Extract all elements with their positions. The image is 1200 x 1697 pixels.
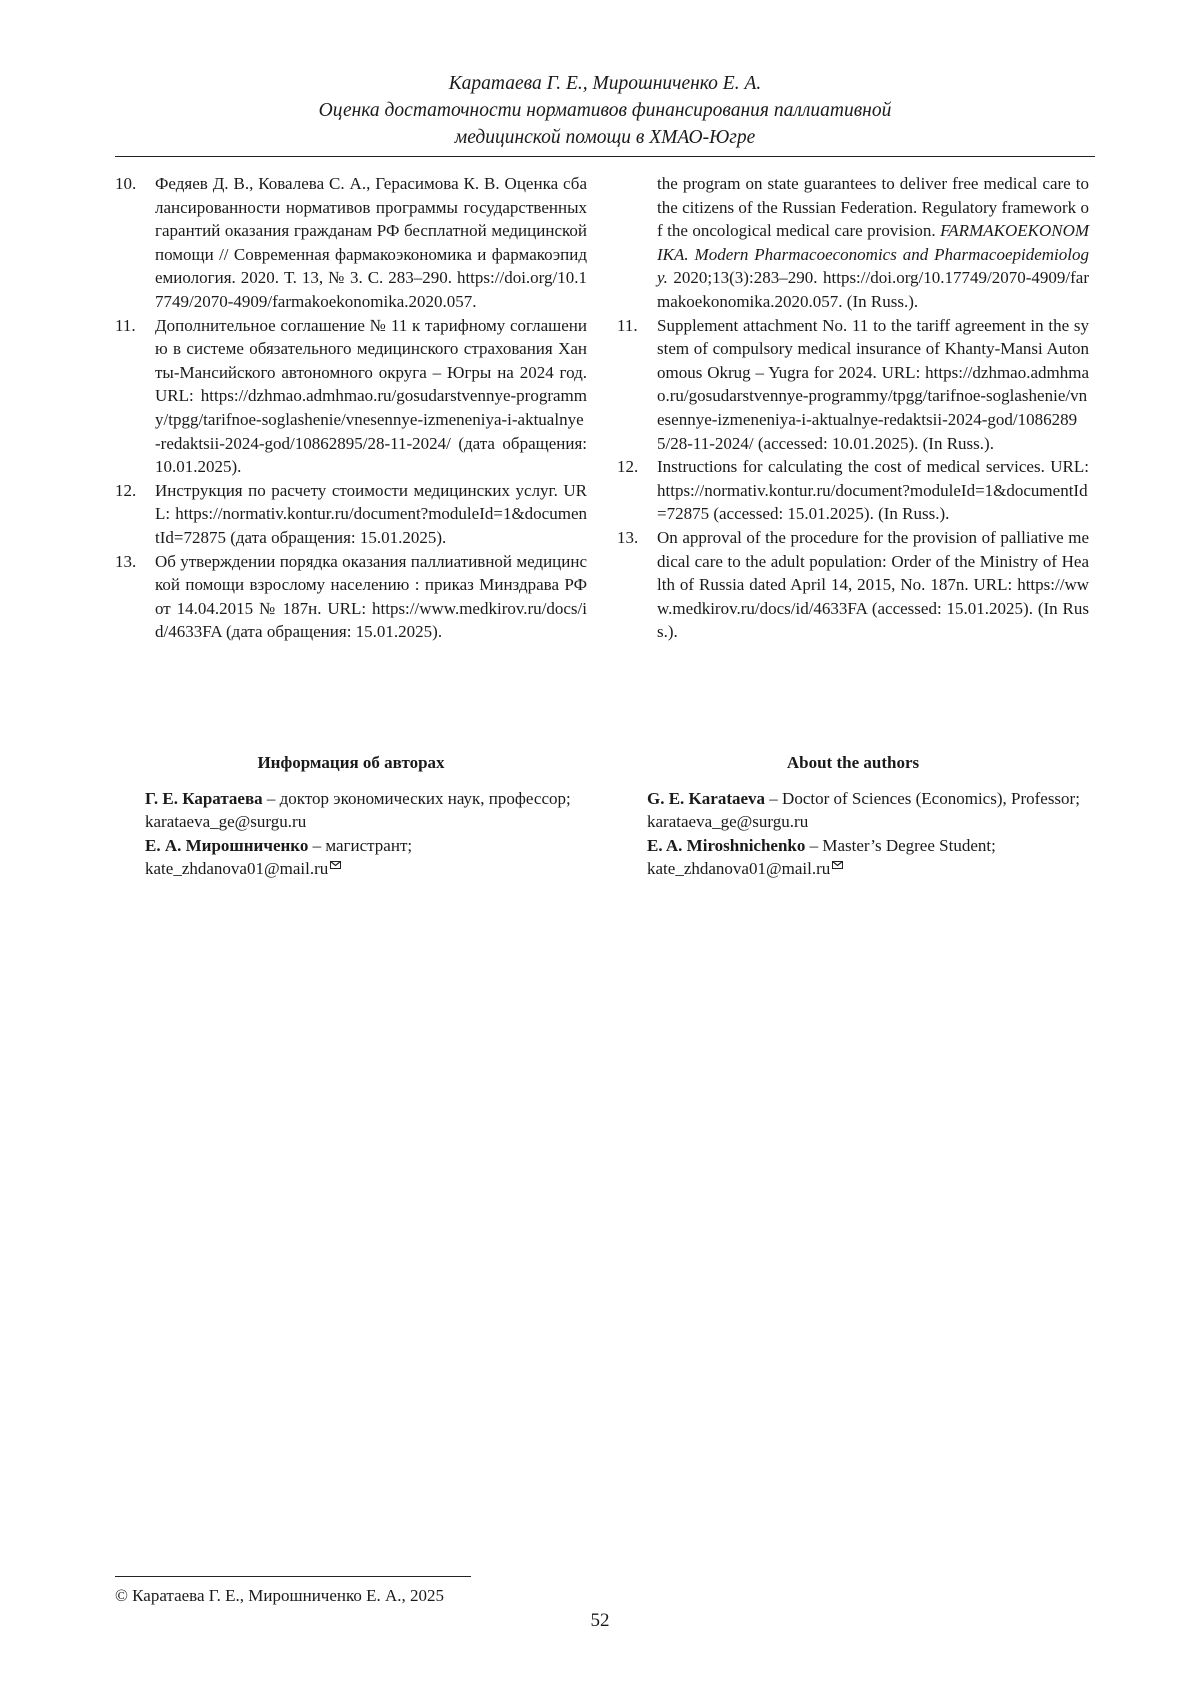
reference-item xyxy=(617,314,1089,456)
header-title-line1: Оценка достаточности нормативов финансирования паллиативной xyxy=(115,97,1095,124)
reference-text: On approval of the procedure for the provision of palliative medical care to the adult population: Order of the Ministry of Health of Russia dated April 14, 2015, No. 187n. URL: https://www.medkirov.ru/docs/id/4633FA (accessed: 15.01.2025). (In Russ.). xyxy=(657,526,1089,644)
footnote-rule xyxy=(115,1576,471,1577)
mail-icon xyxy=(330,861,341,869)
reference-number: 11. xyxy=(617,314,657,338)
reference-number: 10. xyxy=(115,172,155,196)
reference-item xyxy=(617,526,1089,644)
author-2-ru xyxy=(115,834,587,858)
reference-text: Об утверждении порядка оказания паллиативной медицинской помощи взрослому населению : приказ Минздрава РФ от 14.04.2015 № 187н. URL: https://www.medkirov.ru/docs/id/4633FA (дата обращения: 15.01.2025). xyxy=(155,550,587,644)
reference-number: 12. xyxy=(617,455,657,479)
reference-item xyxy=(115,172,587,314)
continuation-tail: 2020;13(3):283–290. https://doi.org/10.17749/2070-4909/farmakoekonomika.2020.057. (In Russ.). xyxy=(657,268,1089,311)
reference-item xyxy=(115,550,587,644)
authors-title-ru: Информация об авторах xyxy=(115,751,587,775)
reference-item xyxy=(115,314,587,479)
journal-title: FARMAKOEKONOMIKA. Modern Pharmacoeconomics and Pharmacoepidemiology. xyxy=(657,221,1089,287)
reference-text: Дополнительное соглашение № 11 к тарифному соглашению в системе обязательного медицинского страхования Ханты-Мансийского автономного округа – Югры на 2024 год. URL: https://dzhmao.admhmao.ru/gosudarstvennye-programmy/tpgg/tarifnoe-soglashenie/vnesennye-izmeneniya-i-aktualnye-redaktsii-2024-god/10862895/28-11-2024/ (дата обращения: 10.01.2025). xyxy=(155,314,587,479)
reference-text: Федяев Д. В., Ковалева С. А., Герасимова К. В. Оценка сбалансированности нормативов программы государственных гарантий оказания гражданам РФ бесплатной медицинской помощи // Современная фармакоэкономика и фармакоэпидемиология. 2020. Т. 13, № 3. С. 283–290. https://doi.org/10.17749/2070-4909/farmakoekonomika.2020.057. xyxy=(155,172,587,314)
mail-icon xyxy=(832,861,843,869)
reference-continuation xyxy=(657,172,1089,314)
authors-title-en: About the authors xyxy=(617,751,1089,775)
header-title-line2: медицинской помощи в ХМАО-Югре xyxy=(115,124,1095,151)
authors-info-ru xyxy=(115,751,587,881)
author-name: Г. Е. Каратаева xyxy=(145,789,263,808)
author-2-email: kate_zhdanova01@mail.ru xyxy=(145,859,328,878)
author-role: – магистрант; xyxy=(308,836,412,855)
author-1-email: karataeva_ge@surgu.ru xyxy=(617,810,1089,834)
references-en xyxy=(617,172,1089,644)
author-2-email: kate_zhdanova01@mail.ru xyxy=(647,859,830,878)
author-name: E. A. Miroshnichenko xyxy=(647,836,805,855)
authors-info-en xyxy=(617,751,1089,881)
author-name: Е. А. Мирошниченко xyxy=(145,836,308,855)
header-rule xyxy=(115,156,1095,157)
author-2-en xyxy=(617,834,1089,858)
continuation-text: the program on state guarantees to deliver free medical care to the citizens of the Russian Federation. Regulatory framework of the oncological medical care provision. xyxy=(657,174,1089,240)
copyright: © Каратаева Г. Е., Мирошниченко Е. А., 2025 xyxy=(115,1586,444,1606)
reference-item xyxy=(617,455,1089,526)
running-header xyxy=(115,70,1095,151)
author-1-email: karataeva_ge@surgu.ru xyxy=(115,810,587,834)
author-2-email-line xyxy=(617,857,1089,881)
header-authors: Каратаева Г. Е., Мирошниченко Е. А. xyxy=(115,70,1095,97)
author-1-ru xyxy=(115,787,587,811)
reference-item xyxy=(115,479,587,550)
reference-number: 13. xyxy=(617,526,657,550)
page-number: 52 xyxy=(0,1610,1200,1632)
reference-number: 13. xyxy=(115,550,155,574)
reference-text: Инструкция по расчету стоимости медицинских услуг. URL: https://normativ.kontur.ru/document?moduleId=1&documentId=72875 (дата обращения: 15.01.2025). xyxy=(155,479,587,550)
author-1-en xyxy=(617,787,1089,811)
reference-text: Supplement attachment No. 11 to the tariff agreement in the system of compulsory medical insurance of Khanty-Mansi Autonomous Okrug – Yugra for 2024. URL: https://dzhmao.admhmao.ru/gosudarstvennye-programmy/tpgg/tarifnoe-soglashenie/vnesennye-izmeneniya-i-aktualnye-redaktsii-2024-god/10862895/28-11-2024/ (accessed: 10.01.2025). (In Russ.). xyxy=(657,314,1089,456)
author-name: G. E. Karataeva xyxy=(647,789,765,808)
reference-number: 12. xyxy=(115,479,155,503)
reference-text: Instructions for calculating the cost of medical services. URL: https://normativ.kontur.ru/document?moduleId=1&documentId=72875 (accessed: 15.01.2025). (In Russ.). xyxy=(657,455,1089,526)
references-ru xyxy=(115,172,587,644)
author-2-email-line xyxy=(115,857,587,881)
author-role: – Master’s Degree Student; xyxy=(805,836,995,855)
author-role: – доктор экономических наук, профессор; xyxy=(263,789,571,808)
author-role: – Doctor of Sciences (Economics), Professor; xyxy=(765,789,1080,808)
reference-number: 11. xyxy=(115,314,155,338)
